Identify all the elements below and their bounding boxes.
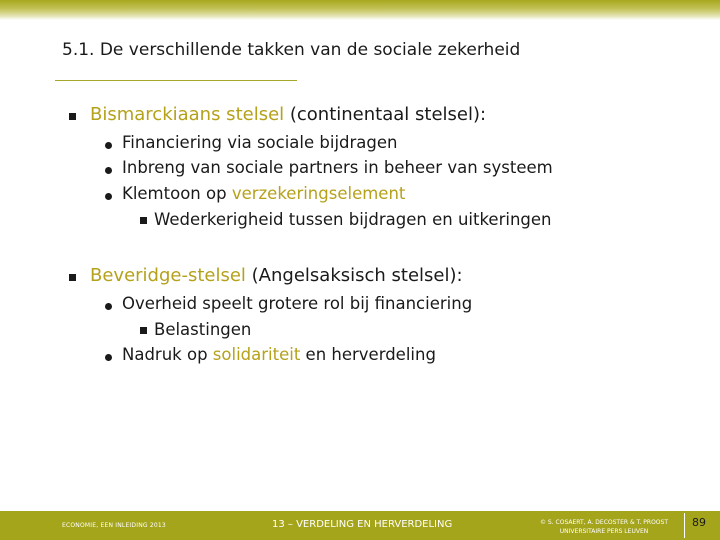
highlight-term: Bismarckiaans stelsel [90, 104, 285, 125]
bullet-square-icon [140, 217, 147, 224]
sub-bullet-inbreng: Inbreng van sociale partners in beheer van systeem [122, 158, 553, 177]
bullet-dot-icon [105, 354, 112, 361]
sub-sub-bullet-wederkerigheid: Wederkerigheid tussen bijdragen en uitkeringen [154, 210, 552, 229]
bullet-dot-icon [105, 303, 112, 310]
footer-divider [684, 513, 685, 538]
bullet-dot-icon [105, 167, 112, 174]
sub-bullet-nadruk: Nadruk op solidariteit en herverdeling [122, 345, 436, 364]
slide-title: 5.1. De verschillende takken van de sociale zekerheid [62, 40, 521, 60]
bullet-dot-icon [105, 193, 112, 200]
footer-course-title: ECONOMIE, EEN INLEIDING 2013 [62, 522, 166, 529]
bullet-square-icon [69, 274, 76, 281]
bullet-dot-icon [105, 142, 112, 149]
bullet-square-icon [69, 113, 76, 120]
highlight-term: solidariteit [212, 345, 301, 364]
header-band [0, 0, 720, 20]
footer-copyright [540, 518, 668, 536]
highlight-term: Beveridge-stelsel [90, 265, 246, 286]
sub-bullet-klemtoon: Klemtoon op verzekeringselement [122, 184, 406, 203]
bullet-square-icon [140, 327, 147, 334]
sub-sub-bullet-belastingen: Belastingen [154, 320, 252, 339]
sub-bullet-financiering: Financiering via sociale bijdragen [122, 133, 398, 152]
title-underline [55, 80, 297, 81]
bullet-bismarck: Bismarckiaans stelsel (continentaal stelsel): [90, 104, 487, 125]
sub-bullet-overheid: Overheid speelt grotere rol bij financiering [122, 294, 473, 313]
footer-authors: © S. COSAERT, A. DECOSTER & T. PROOST [540, 519, 669, 526]
footer-chapter-title: 13 – VERDELING EN HERVERDELING [272, 519, 453, 530]
page-number: 89 [692, 516, 706, 529]
highlight-term: verzekeringselement [231, 184, 406, 203]
footer-publisher: UNIVERSITAIRE PERS LEUVEN [559, 528, 649, 535]
bullet-beveridge: Beveridge-stelsel (Angelsaksisch stelsel): [90, 265, 463, 286]
